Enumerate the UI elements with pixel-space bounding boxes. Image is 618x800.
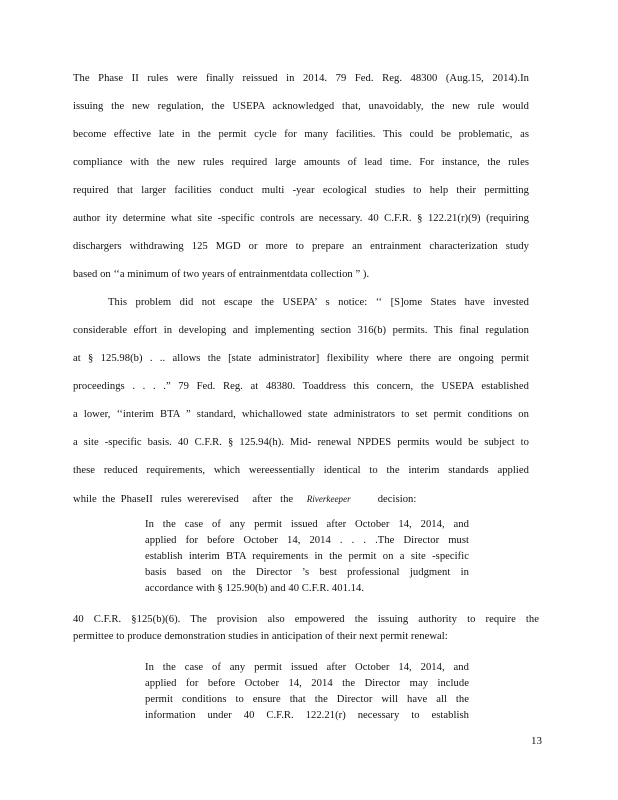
body-line: issuing the new regulation, the USEPA acknowledged that, unavoidably, the new rule would bbox=[73, 101, 529, 112]
body-line: The Phase II rules were finally reissued in 2014. 79 Fed. Reg. 48300 (Aug.15, 2014).In bbox=[73, 73, 529, 84]
body-line: a lower, ‘‘interim BTA ” standard, whichallowed state administrators to set permit conditions on bbox=[73, 409, 529, 420]
quote-line: In the case of any permit issued after October 14, 2014, and bbox=[145, 519, 469, 530]
quote-line: permit conditions to ensure that the Director will have all the bbox=[145, 694, 469, 705]
body-line bbox=[73, 492, 529, 507]
body-line: dischargers withdrawing 125 MGD or more to prepare an entrainment characterization study bbox=[73, 241, 529, 252]
body-line: author ity determine what site -specific controls are necessary. 40 C.F.R. § 122.21(r)(9) (requiring bbox=[73, 213, 529, 224]
body-line: proceedings . . . .” 79 Fed. Reg. at 48380. Toaddress this concern, the USEPA established bbox=[73, 381, 529, 392]
page-number: 13 bbox=[531, 735, 542, 747]
body-line: required that larger facilities conduct multi -year ecological studies to help their permitting bbox=[73, 185, 529, 196]
quote-line: applied for before October 14, 2014 the Director may include bbox=[145, 678, 469, 689]
body-line: considerable effort in developing and implementing section 316(b) permits. This final regulation bbox=[73, 325, 529, 336]
body-line: these reduced requirements, which wereessentially identical to the interim standards applied bbox=[73, 465, 529, 476]
body-line: This problem did not escape the USEPA’ s notice: ‘‘ [S]ome States have invested bbox=[108, 297, 529, 308]
quote-line: In the case of any permit issued after October 14, 2014, and bbox=[145, 662, 469, 673]
body-line: based on ‘‘a minimum of two years of entrainmentdata collection ” ). bbox=[73, 269, 370, 280]
quote-line: establish interim BTA requirements in the permit on a site -specific bbox=[145, 551, 469, 562]
body-line: at § 125.98(b) . .. allows the [state administrator] flexibility where there are ongoing permit bbox=[73, 353, 529, 364]
body-text: decision: bbox=[377, 494, 417, 505]
case-name: Riverkeeper bbox=[306, 494, 351, 504]
quote-line: basis based on the Director ’s best professional judgment in bbox=[145, 567, 469, 578]
body-line: 40 C.F.R. §125(b)(6). The provision also empowered the issuing authority to require the bbox=[73, 614, 539, 625]
body-text: while the PhaseII rules wererevised after the bbox=[73, 494, 294, 505]
quote-line: applied for before October 14, 2014 . . . .The Director must bbox=[145, 535, 469, 546]
body-line: compliance with the new rules required large amounts of lead time. For instance, the rules bbox=[73, 157, 529, 168]
body-line: become effective late in the permit cycle for many facilities. This could be problematic, as bbox=[73, 129, 529, 140]
body-line: a site -specific basis. 40 C.F.R. § 125.94(h). Mid- renewal NPDES permits would be subject to bbox=[73, 437, 529, 448]
body-line: permittee to produce demonstration studies in anticipation of their next permit renewal: bbox=[73, 631, 448, 642]
quote-line: information under 40 C.F.R. 122.21(r) necessary to establish bbox=[145, 710, 469, 721]
quote-line: accordance with § 125.90(b) and 40 C.F.R. 401.14. bbox=[145, 583, 365, 594]
